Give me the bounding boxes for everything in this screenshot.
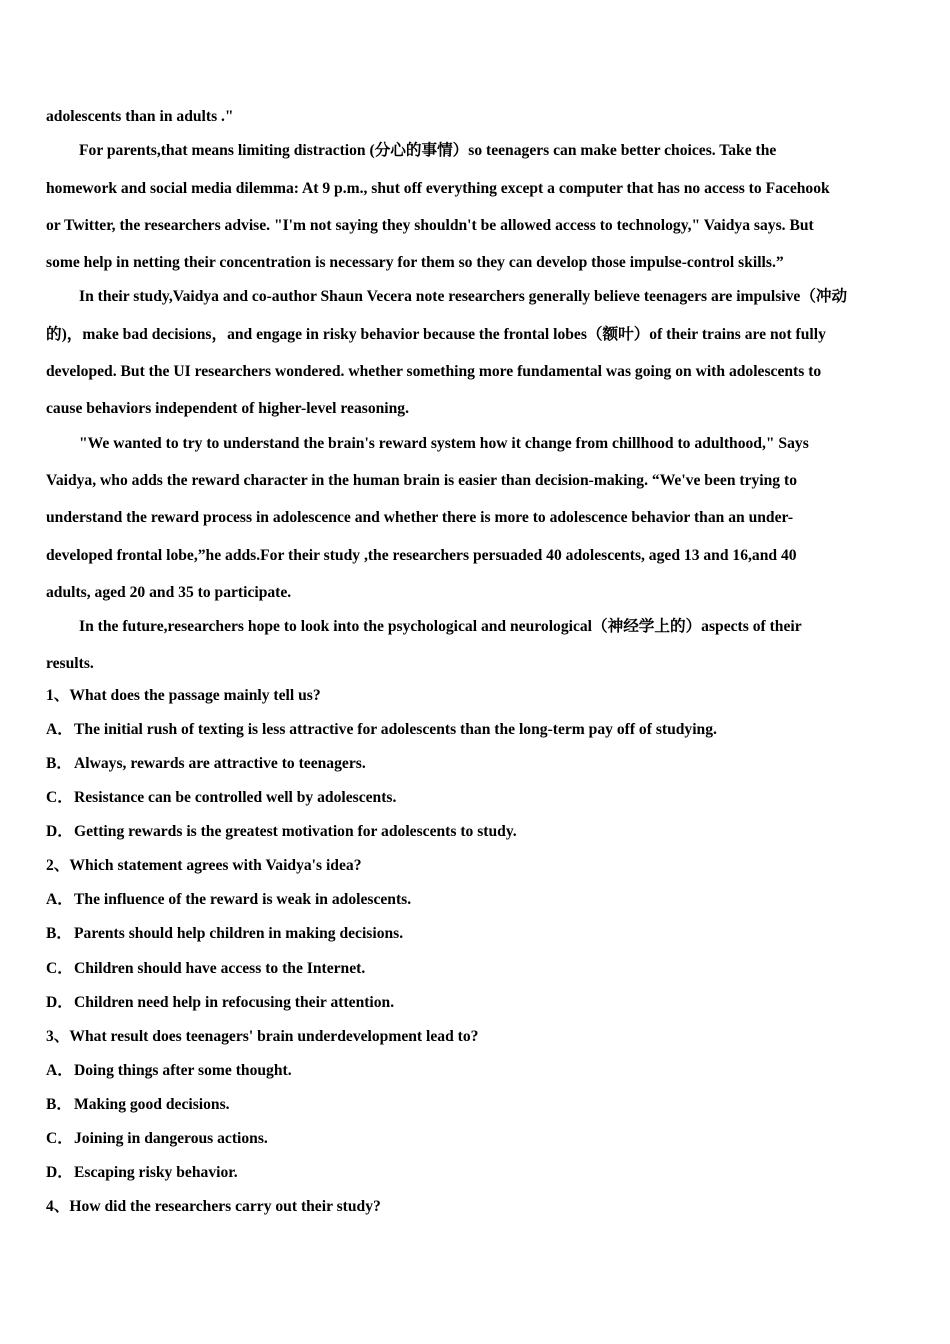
paragraph-line: understand the reward process in adolescence and whether there is more to adolescence behavior than an under- <box>46 509 794 527</box>
paragraph-line: adults, aged 20 and 35 to participate. <box>46 583 292 601</box>
option-text: Joining in dangerous actions. <box>74 1129 268 1147</box>
document-page <box>46 98 906 1224</box>
passage-paragraph <box>46 132 906 281</box>
passage-paragraph <box>46 608 906 683</box>
option-letter: A． <box>46 720 73 738</box>
paragraph-line: "We wanted to try to understand the brain's reward system how it change from chillhood to adulthood," Says <box>79 434 809 452</box>
option-text: Escaping risky behavior. <box>74 1164 238 1182</box>
option-letter: C． <box>46 789 73 807</box>
paragraph-line: or Twitter, the researchers advise. "I'm not saying they shouldn't be allowed access to technology," Vaidya says. But <box>46 216 814 234</box>
option-text: Children should have access to the Internet. <box>74 959 366 977</box>
question-stem: 1、What does the passage mainly tell us? <box>46 686 321 704</box>
passage-paragraph <box>46 278 906 427</box>
option-letter: A． <box>46 1061 73 1079</box>
answer-option <box>46 917 906 951</box>
paragraph-line: results. <box>46 655 94 673</box>
option-letter: B． <box>46 925 72 943</box>
option-text: Always, rewards are attractive to teenagers. <box>74 754 366 772</box>
paragraph-line: Vaidya, who adds the reward character in the human brain is easier than decision-making. “We've been trying to <box>46 471 797 489</box>
paragraph-line: 的)，make bad decisions，and engage in risky behavior because the frontal lobes（额叶）of their trains are not fully <box>46 325 826 343</box>
answer-option <box>46 713 906 747</box>
paragraph-line: homework and social media dilemma: At 9 p.m., shut off everything except a computer that has no access to Facehook <box>46 179 830 197</box>
answer-option <box>46 1054 906 1088</box>
paragraph-line: developed. But the UI researchers wondered. whether something more fundamental was going on with adolescents to <box>46 363 822 381</box>
paragraph-line: In the future,researchers hope to look into the psychological and neurological（神经学上的）aspects of their <box>79 618 802 636</box>
option-text: Parents should help children in making decisions. <box>74 925 404 943</box>
paragraph-line: In their study,Vaidya and co-author Shaun Vecera note researchers generally believe teenagers are impulsive（冲动 <box>79 288 848 306</box>
option-text: Getting rewards is the greatest motivation for adolescents to study. <box>74 823 517 841</box>
answer-option <box>46 952 906 986</box>
option-text: Making good decisions. <box>74 1095 230 1113</box>
question-stem: 4、How did the researchers carry out their study? <box>46 1198 381 1216</box>
option-text: Resistance can be controlled well by adolescents. <box>74 789 397 807</box>
passage-paragraph <box>46 98 906 135</box>
answer-option <box>46 1156 906 1190</box>
option-letter: B． <box>46 1095 72 1113</box>
option-letter: D． <box>46 1164 73 1182</box>
answer-option <box>46 747 906 781</box>
answer-option <box>46 1088 906 1122</box>
answer-option <box>46 781 906 815</box>
option-letter: D． <box>46 823 73 841</box>
paragraph-line: some help in netting their concentration is necessary for them so they can develop those impulse-control skills.” <box>46 254 784 272</box>
answer-option <box>46 1122 906 1156</box>
question-stem: 3、What result does teenagers' brain underdevelopment lead to? <box>46 1027 479 1045</box>
paragraph-line: For parents,that means limiting distraction (分心的事情）so teenagers can make better choices. Take the <box>79 142 777 160</box>
paragraph-line: cause behaviors independent of higher-level reasoning. <box>46 400 409 418</box>
option-text: Doing things after some thought. <box>74 1061 292 1079</box>
option-text: Children need help in refocusing their attention. <box>74 993 395 1011</box>
paragraph-line: adolescents than in adults ." <box>46 108 234 125</box>
answer-option <box>46 986 906 1020</box>
option-letter: C． <box>46 959 73 977</box>
option-text: The initial rush of texting is less attractive for adolescents than the long-term pay off of studying. <box>74 720 717 738</box>
answer-option <box>46 815 906 849</box>
paragraph-line: developed frontal lobe,”he adds.For their study ,the researchers persuaded 40 adolescents, aged 13 and 16,and 40 <box>46 546 797 564</box>
question-list <box>46 679 906 1225</box>
option-letter: B． <box>46 754 72 772</box>
answer-option <box>46 883 906 917</box>
option-letter: C． <box>46 1129 73 1147</box>
reading-passage <box>46 98 906 683</box>
question-stem: 2、Which statement agrees with Vaidya's idea? <box>46 857 362 875</box>
option-letter: A． <box>46 891 73 909</box>
passage-paragraph <box>46 425 906 611</box>
option-letter: D． <box>46 993 73 1011</box>
option-text: The influence of the reward is weak in adolescents. <box>74 891 412 909</box>
